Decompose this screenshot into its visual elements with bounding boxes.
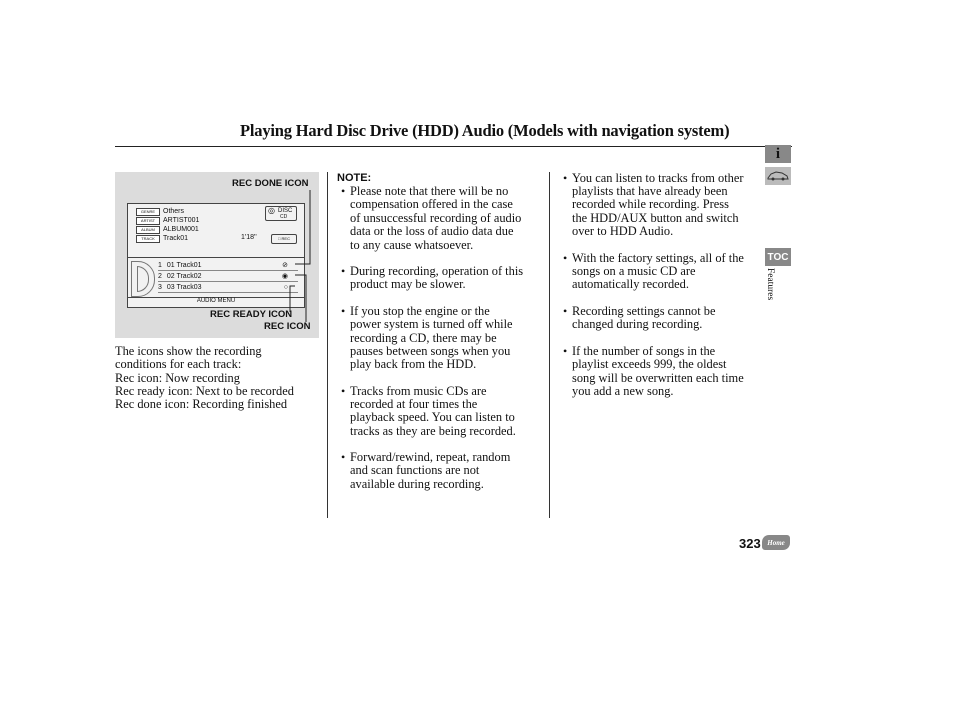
bullet-marker: • [341,264,346,278]
disc-icon: ◎ [268,206,275,215]
bullet-marker: • [563,251,568,265]
title-rule [115,146,792,147]
bullet-text-line: During recording, operation of this [350,264,524,278]
bullet-text-line: automatically recorded. [572,277,689,291]
bullet-text-line: recorded at four times the [350,397,478,411]
cd-label: CD [280,214,288,220]
bullet-marker: • [341,184,346,198]
bullet-text-line: song will be overwritten each time [572,371,744,385]
bullet-text-line: product may be slower. [350,277,466,291]
bullet-text-line: pauses between songs when you [350,344,511,358]
track-tag: TRACK [136,235,160,243]
track-name: 03 Track03 [166,284,202,291]
rec-button-icon: □ [278,236,281,241]
artist-value: ARTIST001 [163,217,200,224]
rec-icon-callout: REC ICON [264,321,311,332]
rec-done-icon-callout: REC DONE ICON [232,178,309,189]
bullet-text-line: over to HDD Audio. [572,224,674,238]
toc-button[interactable] [765,248,791,266]
bullet-text-line: Forward/rewind, repeat, random [350,450,511,464]
bullet-text-line: to any cause whatsoever. [350,238,474,252]
track-name: 02 Track02 [166,273,202,280]
bullet-text-line: you add a new song. [572,384,674,398]
bullet-marker: • [341,304,346,318]
bullet-text-line: power system is turned off while [350,317,513,331]
track-number: 2 [158,273,162,280]
bullet-text-line: tracks as they are being recorded. [350,424,516,438]
album-tag: ALBUM [136,226,160,234]
bullet-text-line: With the factory settings, all of the [572,251,744,265]
info-tab[interactable] [765,145,791,163]
caption-line: conditions for each track: [115,357,242,371]
caption-line: Rec icon: Now recording [115,371,240,385]
track-name: 01 Track01 [166,262,202,269]
note-label: NOTE: [337,172,372,184]
bullet-text-line: playlists that have already been [572,184,728,198]
bullet-marker: • [563,304,568,318]
bullet-text-line: of unsuccessful recording of audio [350,211,522,225]
car-icon [767,170,789,182]
genre-value: Others [163,208,185,215]
bullet-text-line: playlist exceeds 999, the oldest [572,357,727,371]
column-divider-left [327,172,328,518]
home-button[interactable] [762,535,790,550]
bullet-text-line: recorded while recording. Press [572,197,729,211]
toc-label: TOC [767,251,789,263]
track-value: Track01 [163,235,189,242]
rec-button-label: REC [281,236,290,241]
bullet-text-line: changed during recording. [572,317,703,331]
bullet-text-line: If you stop the engine or the [350,304,490,318]
track-number: 3 [158,284,162,291]
bullet-text-line: songs on a music CD are [572,264,696,278]
caption-line: Rec done icon: Recording finished [115,397,288,411]
artist-tag: ARTIST [136,217,160,225]
audio-menu-label: AUDIO MENU [196,298,236,304]
bullet-text-line: and scan functions are not [350,463,480,477]
rec-ready-icon-callout: REC READY ICON [210,309,293,320]
bullet-text-line: compensation offered in the case [350,197,513,211]
bullet-text-line: recording a CD, there may be [350,331,497,345]
page-number: 323 [739,536,761,551]
info-icon: i [775,145,781,162]
bullet-text-line: data or the loss of audio data due [350,224,514,238]
vehicle-tab[interactable] [765,167,791,185]
rec-icon: ◉ [281,273,288,280]
bullet-text-line: Tracks from music CDs are [350,384,487,398]
bullet-text-line: If the number of songs in the [572,344,716,358]
caption-line: The icons show the recording [115,344,262,358]
rec-done-icon: ⊘ [282,262,288,269]
home-label: Home [767,538,785,547]
track-number: 1 [158,262,162,269]
caption-line: Rec ready icon: Next to be recorded [115,384,294,398]
section-label: Features [765,268,775,301]
bullet-text-line: playback speed. You can listen to [350,410,515,424]
bullet-marker: • [341,384,346,398]
rec-ready-icon: ○ [283,284,288,291]
bullet-text-line: Please note that there will be no [350,184,509,198]
bullet-text-line: Recording settings cannot be [572,304,716,318]
bullet-text-line: available during recording. [350,477,484,491]
bullet-text-line: the HDD/AUX button and switch [572,211,739,225]
genre-tag: GENRE [136,208,160,216]
bullet-marker: • [563,171,568,185]
callout-leaders [115,172,319,338]
bullet-marker: • [563,344,568,358]
bullet-text-line: play back from the HDD. [350,357,477,371]
bullet-text-line: You can listen to tracks from other [572,171,744,185]
album-value: ALBUM001 [163,226,199,233]
page-title: Playing Hard Disc Drive (HDD) Audio (Models with navigation system) [240,121,730,140]
bullet-marker: • [341,450,346,464]
disc-label: DISC [278,208,293,214]
elapsed-time: 1'18'' [241,234,257,241]
column-divider-right [549,172,550,518]
